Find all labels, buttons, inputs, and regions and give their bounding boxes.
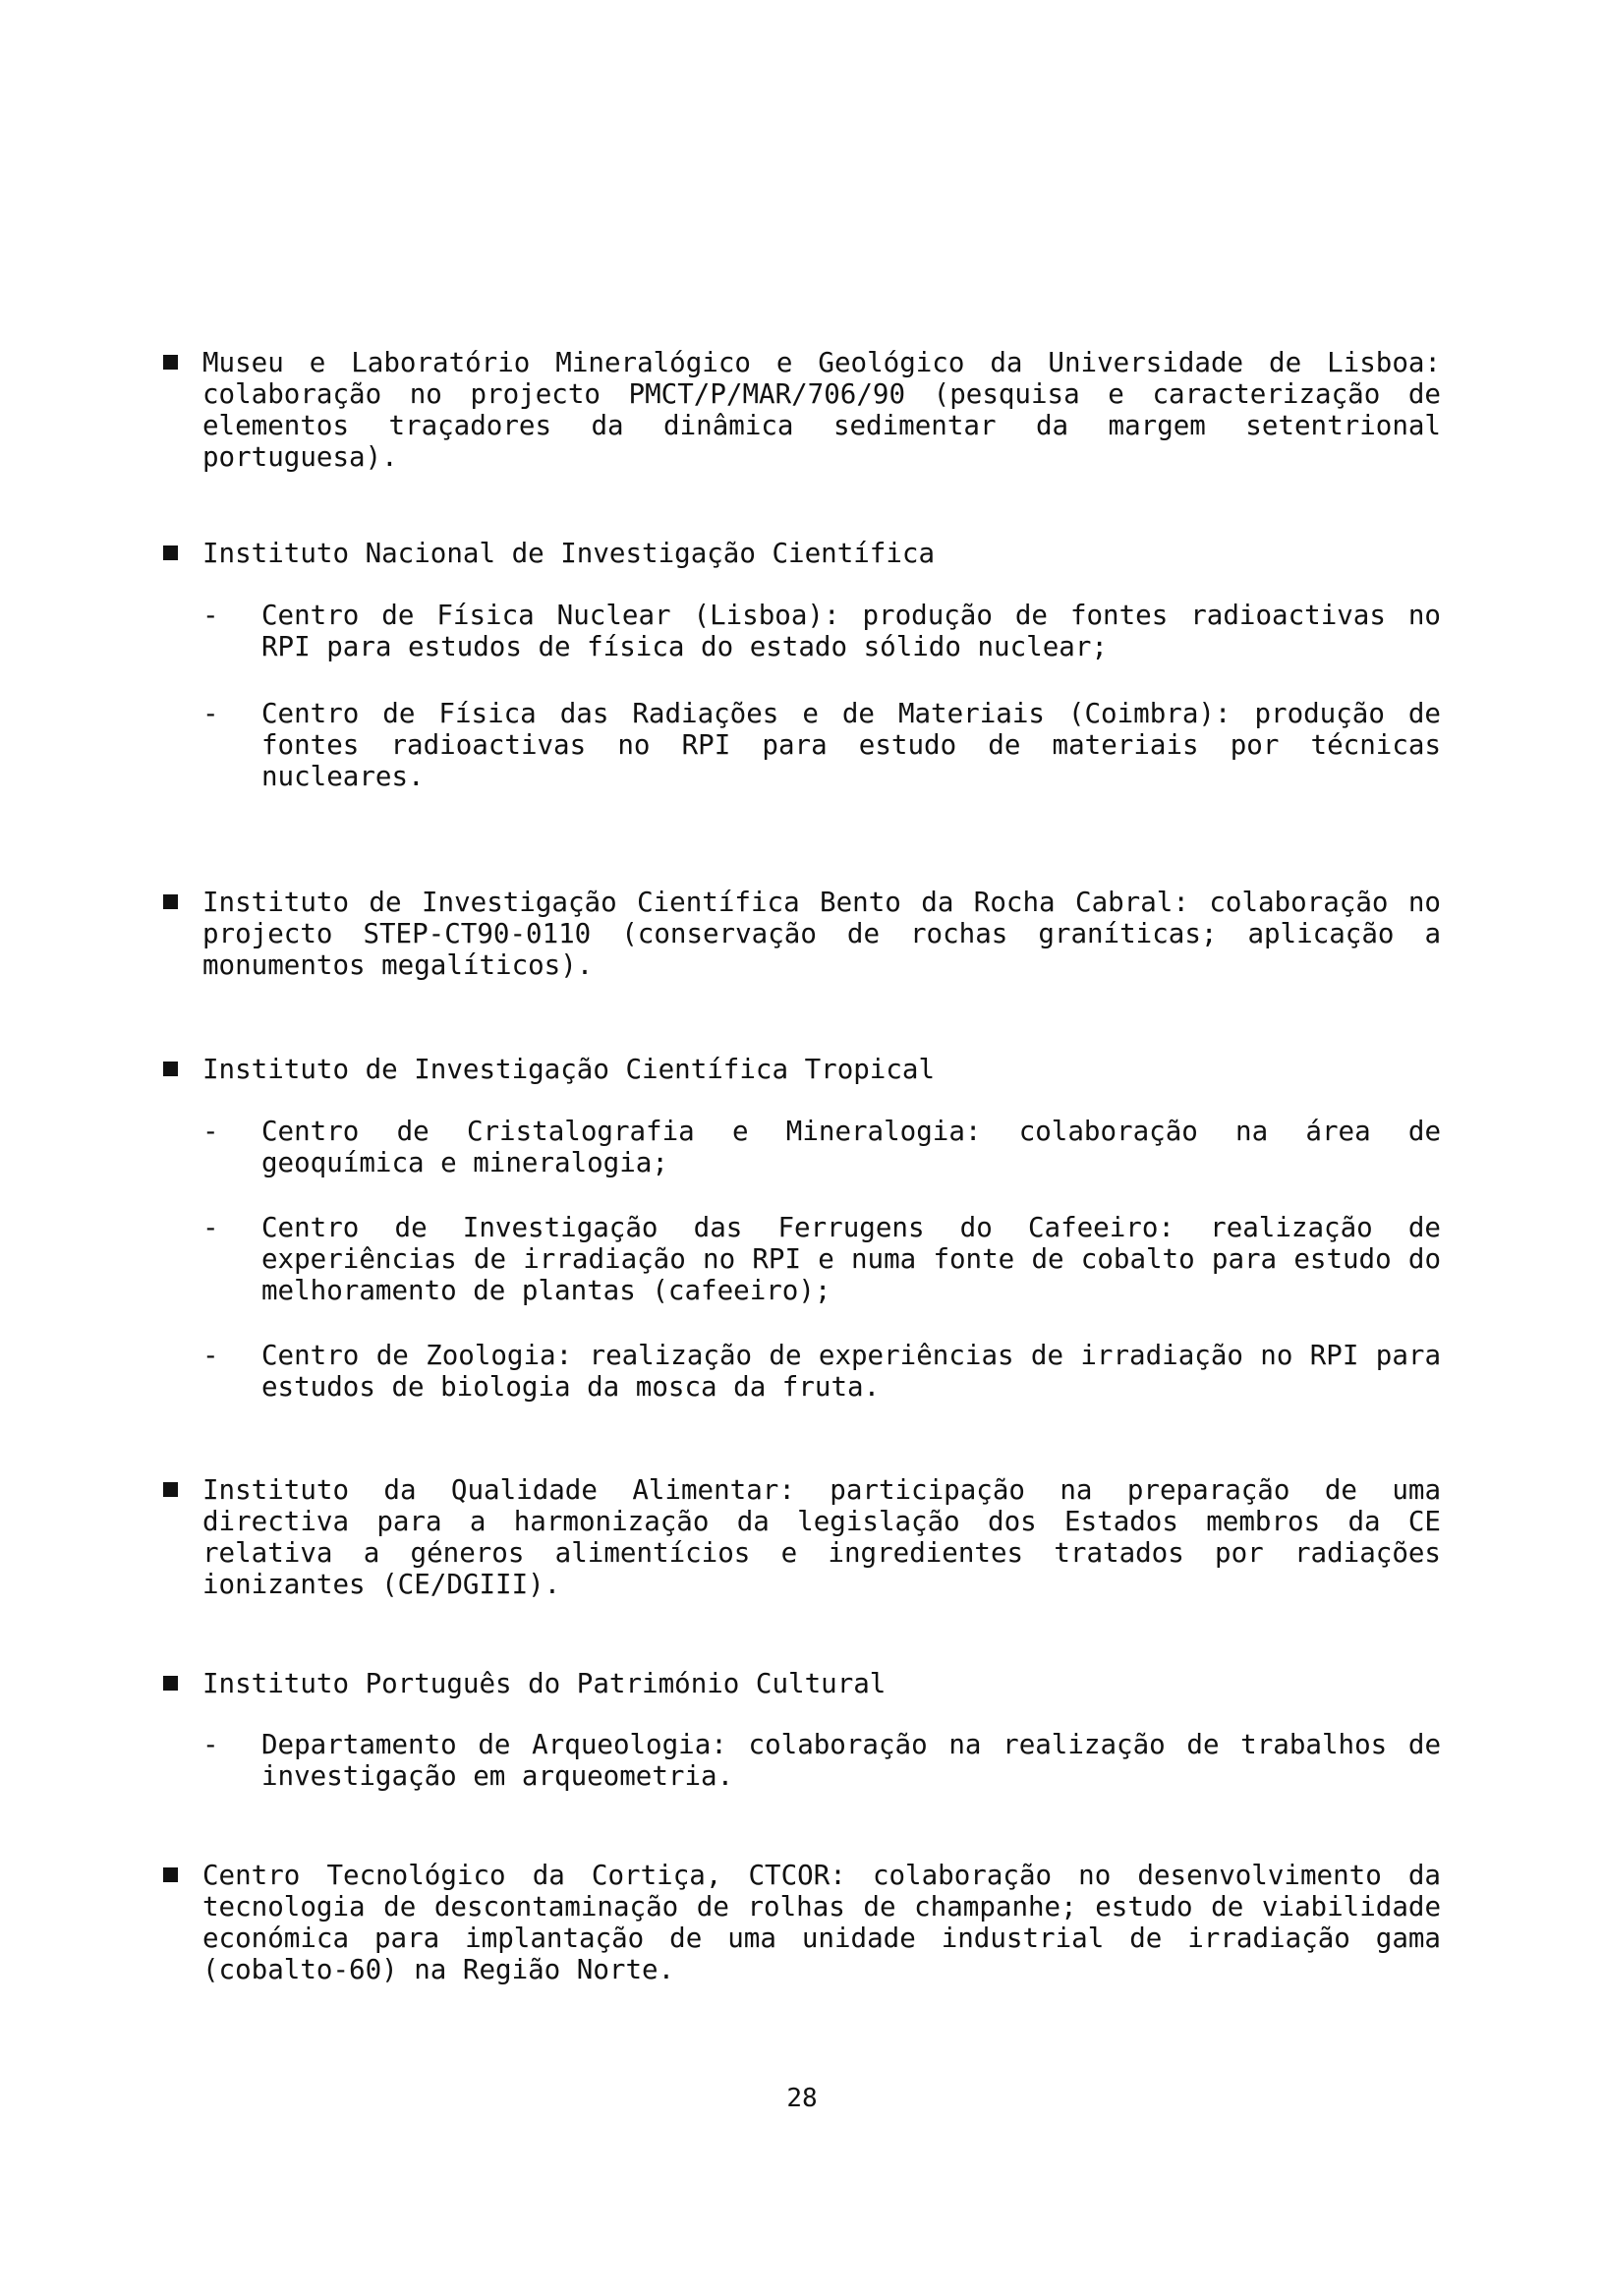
list-item-text: Instituto Nacional de Investigação Científica <box>202 538 936 569</box>
list-item-text: Instituto de Investigação Científica Bento da Rocha Cabral: colaboração no projecto STEP-CT90-0110 (conservação de rochas graníticas; aplicação a monumentos megalíticos). <box>202 887 1441 981</box>
list-item <box>163 1474 1441 1600</box>
list-item-text: Instituto da Qualidade Alimentar: participação na preparação de uma directiva para a harmonização da legislação dos Estados membros da CE relativa a géneros alimentícios e ingredientes tratados por radiações ionizantes (CE/DGIII). <box>202 1474 1441 1600</box>
dash-bullet: - <box>202 1212 219 1243</box>
sub-list-item-text: Centro de Física Nuclear (Lisboa): produção de fontes radioactivas no RPI para estudos de física do estado sólido nuclear; <box>261 600 1441 662</box>
sub-list-item <box>202 1212 1441 1306</box>
square-bullet-icon <box>163 1867 178 1882</box>
sub-list-item-text: Centro de Física das Radiações e de Materiais (Coimbra): produção de fontes radioactivas no RPI para estudo de materiais por técnicas nucleares. <box>261 698 1441 792</box>
list-item-text: Instituto Português do Património Cultural <box>202 1668 887 1699</box>
list-item <box>163 538 1441 792</box>
page-number: 28 <box>786 2084 818 2113</box>
list-item <box>163 347 1441 473</box>
dash-bullet: - <box>202 1729 219 1760</box>
list-item <box>163 1668 1441 1792</box>
square-bullet-icon <box>163 355 178 370</box>
sub-list-item <box>202 1116 1441 1178</box>
list-item <box>163 887 1441 981</box>
square-bullet-icon <box>163 1676 178 1691</box>
square-bullet-icon <box>163 894 178 909</box>
sub-list-item-text: Departamento de Arqueologia: colaboração na realização de trabalhos de investigação em arqueometria. <box>261 1729 1441 1792</box>
list-item-text: Museu e Laboratório Mineralógico e Geológico da Universidade de Lisboa: colaboração no projecto PMCT/P/MAR/706/90 (pesquisa e caracterização de elementos traçadores da dinâmica sedimentar da margem setentrional portuguesa). <box>202 347 1441 473</box>
sub-list-item <box>202 1340 1441 1403</box>
list-item-text: Instituto de Investigação Científica Tropical <box>202 1054 936 1085</box>
sub-list-item <box>202 698 1441 792</box>
square-bullet-icon <box>163 1062 178 1076</box>
sub-list-item-text: Centro de Zoologia: realização de experiências de irradiação no RPI para estudos de biologia da mosca da fruta. <box>261 1340 1441 1403</box>
square-bullet-icon <box>163 545 178 560</box>
list-item <box>163 1860 1441 1985</box>
list-item <box>163 1054 1441 1403</box>
sub-list-item <box>202 1729 1441 1792</box>
dash-bullet: - <box>202 600 219 631</box>
sub-list-item <box>202 600 1441 662</box>
list-item-text: Centro Tecnológico da Cortiça, CTCOR: colaboração no desenvolvimento da tecnologia de descontaminação de rolhas de champanhe; estudo de viabilidade económica para implantação de uma unidade industrial de irradiação gama (cobalto-60) na Região Norte. <box>202 1860 1441 1985</box>
dash-bullet: - <box>202 1340 219 1371</box>
dash-bullet: - <box>202 698 219 729</box>
square-bullet-icon <box>163 1482 178 1497</box>
sub-list-item-text: Centro de Investigação das Ferrugens do Cafeeiro: realização de experiências de irradiação no RPI e numa fonte de cobalto para estudo do melhoramento de plantas (cafeeiro); <box>261 1212 1441 1306</box>
dash-bullet: - <box>202 1116 219 1147</box>
sub-list-item-text: Centro de Cristalografia e Mineralogia: colaboração na área de geoquímica e mineralogia; <box>261 1116 1441 1178</box>
